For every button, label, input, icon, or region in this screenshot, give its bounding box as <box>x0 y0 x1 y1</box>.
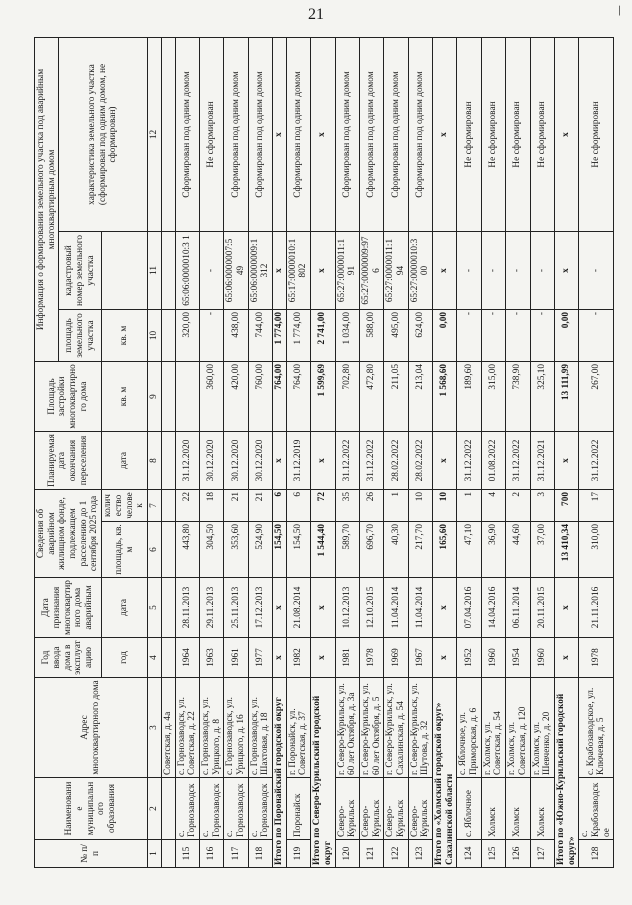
subtotal-name: Итого по «Южно-Курильский городской округ» <box>554 678 578 868</box>
cell-people: 1 <box>457 490 481 522</box>
cell-planned-date: 01.08.2022 <box>481 432 505 490</box>
cell-area: 40,30 <box>384 522 408 578</box>
sub-build-unit: кв. м <box>102 362 148 432</box>
cell-land-area: 438,00 <box>224 310 248 362</box>
table-row <box>175 38 199 868</box>
cell-land-area: - <box>457 310 481 362</box>
cell-people: 18 <box>199 490 223 522</box>
cell-recognition-date: 25.11.2013 <box>224 578 248 638</box>
cell-planned-date: 30.12.2020 <box>248 432 272 490</box>
col-num: 3 <box>147 678 161 778</box>
subtotal-name: Итого по Поронайский городской округ <box>273 678 287 868</box>
cell-area: 154,50 <box>286 522 310 578</box>
cell-land-area: 1 774,00 <box>273 310 287 362</box>
sub-plan-date: дата <box>102 432 148 490</box>
sub-area: площадь, кв. м <box>102 522 148 578</box>
col-num: 12 <box>147 38 161 232</box>
page-number: 21 <box>308 6 324 23</box>
cell-planned-date <box>161 432 175 490</box>
cell-character: x <box>273 38 287 232</box>
rotated-table-wrapper <box>34 38 612 868</box>
header-cadastre: кадастровый номер земельного участка <box>59 232 102 310</box>
table-row <box>481 38 505 868</box>
cell-area: 217,70 <box>408 522 432 578</box>
cell-people <box>161 490 175 522</box>
cell-area: 443,80 <box>175 522 199 578</box>
table-row <box>248 38 272 868</box>
cell-build-area <box>175 362 199 432</box>
cell-area <box>161 522 175 578</box>
cell-area: 310,00 <box>579 522 614 578</box>
cell-number <box>161 840 175 868</box>
cell-build-area: 738,90 <box>506 362 530 432</box>
cell-land-area: 2 741,00 <box>311 310 335 362</box>
cell-municipality: Холмск <box>530 778 554 840</box>
header-np: № п/п <box>35 840 148 868</box>
cell-number: 119 <box>286 840 310 868</box>
cell-area: 589,70 <box>335 522 359 578</box>
cell-municipality: Северо-Курильск <box>384 778 408 840</box>
cell-cadastre: 65:06:0000007:5 49 <box>224 232 248 310</box>
cell-build-area: 213,04 <box>408 362 432 432</box>
cell-build-area: 702,80 <box>335 362 359 432</box>
cell-cadastre: 65:27:0000009:97 6 <box>359 232 383 310</box>
cell-build-area: 189,60 <box>457 362 481 432</box>
cell-cadastre: - <box>481 232 505 310</box>
cell-cadastre: x <box>273 232 287 310</box>
cell-municipality: Северо-Курильск <box>359 778 383 840</box>
cell-planned-date: x <box>554 432 578 490</box>
subtotal-name: Итого по «Холмский городской округ» Сахалинской области <box>433 678 457 868</box>
cell-cadastre: x <box>554 232 578 310</box>
header-land-info: Информация о формировании земельного участка под аварийным многоквартирным домом <box>35 38 59 362</box>
cell-cadastre: 65:27:0000011:1 94 <box>384 232 408 310</box>
cell-cadastre: 65:06:0000010:3 1 <box>175 232 199 310</box>
cell-people: 21 <box>224 490 248 522</box>
cell-land-area: - <box>199 310 223 362</box>
table-row <box>359 38 383 868</box>
cell-area: 165,60 <box>433 522 457 578</box>
cell-planned-date: 31.12.2020 <box>175 432 199 490</box>
cell-planned-date: 31.12.2022 <box>506 432 530 490</box>
cell-year: 1952 <box>457 638 481 678</box>
cell-character: Не сформирован <box>199 38 223 232</box>
cell-number: 122 <box>384 840 408 868</box>
cell-cadastre: 65:27:0000011:1 91 <box>335 232 359 310</box>
col-num: 1 <box>147 840 161 868</box>
cell-people: 72 <box>311 490 335 522</box>
cell-cadastre: 65:27:0000010:3 00 <box>408 232 432 310</box>
cell-people: 17 <box>579 490 614 522</box>
sub-cad-empty <box>102 232 148 310</box>
cell-land-area: - <box>481 310 505 362</box>
cell-recognition-date: 21.08.2014 <box>286 578 310 638</box>
cell-year: 1977 <box>248 638 272 678</box>
cell-character: Сформирован под одним домом <box>248 38 272 232</box>
cell-address: г. Холмск, ул. Советская, д. 120 <box>506 678 530 778</box>
table-row <box>579 38 614 868</box>
cell-land-area: 0,00 <box>554 310 578 362</box>
cell-people: 1 <box>384 490 408 522</box>
cell-number: 124 <box>457 840 481 868</box>
cell-build-area: 211,05 <box>384 362 408 432</box>
cell-recognition-date: 11.04.2014 <box>384 578 408 638</box>
cell-year: 1960 <box>481 638 505 678</box>
cell-recognition-date: 12.10.2015 <box>359 578 383 638</box>
cell-year: x <box>554 638 578 678</box>
cell-recognition-date: x <box>273 578 287 638</box>
cell-people: 3 <box>530 490 554 522</box>
cell-cadastre: x <box>433 232 457 310</box>
cell-planned-date: 31.12.2022 <box>579 432 614 490</box>
pen-mark: / <box>615 3 625 20</box>
cell-area: 154,50 <box>273 522 287 578</box>
cell-recognition-date: 10.12.2013 <box>335 578 359 638</box>
cell-area: 696,70 <box>359 522 383 578</box>
cell-number: 128 <box>579 840 614 868</box>
header-fund-info: Сведения об аварийном жилищном фонде, подлежащем расселению до 1 сентября 2025 года <box>35 490 102 578</box>
cell-municipality: с. Горнозаводск <box>224 778 248 840</box>
cell-character: Не сформирован <box>579 38 614 232</box>
header-land-area: площадь земельного участка <box>59 310 102 362</box>
cell-character: x <box>311 38 335 232</box>
cell-area: 47,10 <box>457 522 481 578</box>
cell-people: 4 <box>481 490 505 522</box>
cell-year: 1978 <box>359 638 383 678</box>
cell-recognition-date: 29.11.2013 <box>199 578 223 638</box>
cell-number: 115 <box>175 840 199 868</box>
cell-people: 22 <box>175 490 199 522</box>
cell-build-area: 267,00 <box>579 362 614 432</box>
cell-cadastre: - <box>199 232 223 310</box>
cell-character: Сформирован под одним домом <box>335 38 359 232</box>
cell-area: 353,60 <box>224 522 248 578</box>
cell-cadastre: - <box>506 232 530 310</box>
cell-year <box>161 638 175 678</box>
cell-character: x <box>433 38 457 232</box>
cell-year: 1982 <box>286 638 310 678</box>
cell-land-area <box>161 310 175 362</box>
cell-people: 6 <box>273 490 287 522</box>
cell-land-area: 1 034,00 <box>335 310 359 362</box>
table-body <box>161 38 613 868</box>
cell-area: 524,90 <box>248 522 272 578</box>
sub-year: год <box>102 638 148 678</box>
cell-land-area: 1 774,00 <box>286 310 310 362</box>
cell-area: 13 410,34 <box>554 522 578 578</box>
cell-cadastre: 65:06:0000009:1 312 <box>248 232 272 310</box>
cell-address: с. Горнозаводск, ул. Шахтовая, д. 18 <box>248 678 272 778</box>
col-num: 5 <box>147 578 161 638</box>
col-num: 4 <box>147 638 161 678</box>
header-build-area: Площадь застройки многоквартирного дома <box>35 362 102 432</box>
cell-number: 126 <box>506 840 530 868</box>
sub-date: дата <box>102 578 148 638</box>
cell-year: 1964 <box>175 638 199 678</box>
cell-land-area: 320,00 <box>175 310 199 362</box>
cell-planned-date: 28.02.2022 <box>384 432 408 490</box>
cell-character: x <box>554 38 578 232</box>
cell-land-area: 624,00 <box>408 310 432 362</box>
header-year: Год ввода дома в эксплуатацию <box>35 638 102 678</box>
cell-character: Сформирован под одним домом <box>408 38 432 232</box>
cell-recognition-date: 06.11.2014 <box>506 578 530 638</box>
cell-planned-date: 30.12.2020 <box>199 432 223 490</box>
cell-planned-date: 28.02.2022 <box>408 432 432 490</box>
sub-people: количество человек <box>102 490 148 522</box>
table-row <box>408 38 432 868</box>
cell-character <box>161 38 175 232</box>
cell-municipality: с. Горнозаводск <box>248 778 272 840</box>
cell-municipality: Северо-Курильск <box>335 778 359 840</box>
cell-build-area: 472,80 <box>359 362 383 432</box>
cell-area: 37,00 <box>530 522 554 578</box>
subtotal-name: Итого по Северо-Курильский городской округ <box>311 678 335 868</box>
table-row <box>161 38 175 868</box>
cell-build-area: 315,00 <box>481 362 505 432</box>
cell-area: 304,50 <box>199 522 223 578</box>
col-num: 7 <box>147 490 161 522</box>
cell-planned-date: 31.12.2022 <box>335 432 359 490</box>
cell-planned-date: 31.12.2022 <box>359 432 383 490</box>
cell-recognition-date: 11.04.2014 <box>408 578 432 638</box>
table-row <box>457 38 481 868</box>
table-row <box>224 38 248 868</box>
cell-area: 44,60 <box>506 522 530 578</box>
cell-people: 26 <box>359 490 383 522</box>
cell-people: 700 <box>554 490 578 522</box>
cell-area: 36,90 <box>481 522 505 578</box>
cell-address: г. Северо-Курильск, ул. 60 лет Октября, д. 5 <box>359 678 383 778</box>
cell-year: x <box>433 638 457 678</box>
cell-planned-date: x <box>433 432 457 490</box>
cell-build-area: 764,00 <box>286 362 310 432</box>
cell-cadastre: x <box>311 232 335 310</box>
sub-land-unit: кв. м <box>102 310 148 362</box>
cell-character: Сформирован под одним домом <box>384 38 408 232</box>
cell-area: 1 544,40 <box>311 522 335 578</box>
col-num: 11 <box>147 232 161 310</box>
cell-character: Сформирован под одним домом <box>359 38 383 232</box>
table-row <box>506 38 530 868</box>
cell-people: 10 <box>433 490 457 522</box>
subtotal-row <box>311 38 335 868</box>
cell-recognition-date <box>161 578 175 638</box>
table-header <box>35 38 162 868</box>
cell-recognition-date: 07.04.2016 <box>457 578 481 638</box>
cell-municipality <box>161 778 175 840</box>
cell-number: 127 <box>530 840 554 868</box>
cell-number: 123 <box>408 840 432 868</box>
table-row <box>530 38 554 868</box>
cell-people: 6 <box>286 490 310 522</box>
cell-recognition-date: x <box>433 578 457 638</box>
cell-year: 1961 <box>224 638 248 678</box>
cell-character: Не сформирован <box>457 38 481 232</box>
cell-recognition-date: 28.11.2013 <box>175 578 199 638</box>
cell-address: с. Горнозаводск, ул. Советская, д. 22 <box>175 678 199 778</box>
cell-year: 1963 <box>199 638 223 678</box>
cell-character: Сформирован под одним домом <box>224 38 248 232</box>
cell-land-area: - <box>506 310 530 362</box>
cell-cadastre: - <box>530 232 554 310</box>
header-recognition-date: Дата признания многоквартирного дома аварийным <box>35 578 102 638</box>
cell-cadastre <box>161 232 175 310</box>
cell-build-area <box>161 362 175 432</box>
cell-address: г. Холмск, ул. Шевченко, д. 20 <box>530 678 554 778</box>
table-row <box>384 38 408 868</box>
cell-address: с. Яблочное, ул. Приморская, д. 6 <box>457 678 481 778</box>
cell-character: Сформирован под одним домом <box>175 38 199 232</box>
cell-year: 1981 <box>335 638 359 678</box>
header-planned-date: Планируемая дата окончания переселения <box>35 432 102 490</box>
cell-cadastre: 65:17:0000010:1 802 <box>286 232 310 310</box>
cell-municipality: с. Горнозаводск <box>199 778 223 840</box>
cell-land-area: - <box>579 310 614 362</box>
cell-number: 118 <box>248 840 272 868</box>
cell-year: 1967 <box>408 638 432 678</box>
cell-planned-date: 31.12.2021 <box>530 432 554 490</box>
cell-number: 120 <box>335 840 359 868</box>
cell-planned-date: x <box>273 432 287 490</box>
cell-build-area: 1 568,60 <box>433 362 457 432</box>
table-row <box>286 38 310 868</box>
cell-address: г. Холмск, ул. Советская, д. 54 <box>481 678 505 778</box>
cell-municipality: Холмск <box>481 778 505 840</box>
cell-cadastre: - <box>579 232 614 310</box>
col-num: 6 <box>147 522 161 578</box>
cell-year: x <box>273 638 287 678</box>
cell-recognition-date: 21.11.2016 <box>579 578 614 638</box>
subtotal-row <box>273 38 287 868</box>
cell-character: Не сформирован <box>530 38 554 232</box>
header-character: характеристика земельного участка (сформирован под одним домом, не сформирован) <box>59 38 148 232</box>
cell-municipality: Северо-Курильск <box>408 778 432 840</box>
cell-year: 1969 <box>384 638 408 678</box>
cell-recognition-date: 20.11.2015 <box>530 578 554 638</box>
cell-address: г. Северо-Курильск, ул. Сахалинская, д. 54 <box>384 678 408 778</box>
cell-address: г. Северо-Курильск, ул. Шутова, д. 32 <box>408 678 432 778</box>
cell-year: x <box>311 638 335 678</box>
cell-people: 2 <box>506 490 530 522</box>
cell-address: с. Горнозаводск, ул. Урицкого, д. 16 <box>224 678 248 778</box>
cell-recognition-date: x <box>311 578 335 638</box>
cell-year: 1960 <box>530 638 554 678</box>
subtotal-row <box>554 38 578 868</box>
cell-build-area: 420,00 <box>224 362 248 432</box>
cell-planned-date: 30.12.2020 <box>224 432 248 490</box>
cell-build-area: 325,10 <box>530 362 554 432</box>
emergency-housing-table <box>34 37 614 868</box>
cell-people: 21 <box>248 490 272 522</box>
cell-municipality: Холмск <box>506 778 530 840</box>
cell-build-area: 760,00 <box>248 362 272 432</box>
header-mo: Наименование муниципального образования <box>35 778 148 840</box>
col-num: 9 <box>147 362 161 432</box>
cell-build-area: 1 599,69 <box>311 362 335 432</box>
cell-character: Не сформирован <box>481 38 505 232</box>
cell-land-area: 588,00 <box>359 310 383 362</box>
col-num: 8 <box>147 432 161 490</box>
subtotal-row <box>433 38 457 868</box>
cell-build-area: 13 111,99 <box>554 362 578 432</box>
cell-year: 1954 <box>506 638 530 678</box>
cell-number: 121 <box>359 840 383 868</box>
cell-address: с. Горнозаводск, ул. Урицкого, д. 8 <box>199 678 223 778</box>
cell-character: Сформирован под одним домом <box>286 38 310 232</box>
cell-planned-date: x <box>311 432 335 490</box>
cell-land-area: 0,00 <box>433 310 457 362</box>
col-num: 2 <box>147 778 161 840</box>
col-num: 10 <box>147 310 161 362</box>
cell-year: 1978 <box>579 638 614 678</box>
cell-planned-date: 31.12.2019 <box>286 432 310 490</box>
cell-address: г. Северо-Курильск, ул. 60 лет Октября, д. 3а <box>335 678 359 778</box>
cell-address: Советская, д. 4а <box>161 678 175 778</box>
cell-people: 10 <box>408 490 432 522</box>
cell-build-area: 360,00 <box>199 362 223 432</box>
cell-planned-date: 31.12.2022 <box>457 432 481 490</box>
cell-address: г. Поронайск, ул. Советская, д. 37 <box>286 678 310 778</box>
cell-recognition-date: 14.04.2016 <box>481 578 505 638</box>
cell-land-area: 495,00 <box>384 310 408 362</box>
cell-municipality: с. Горнозаводск <box>175 778 199 840</box>
cell-municipality: с. Крабозаводское <box>579 778 614 840</box>
table-row <box>199 38 223 868</box>
cell-character: Не сформирован <box>506 38 530 232</box>
cell-land-area: 744,00 <box>248 310 272 362</box>
cell-municipality: Поронайск <box>286 778 310 840</box>
cell-recognition-date: x <box>554 578 578 638</box>
header-address: Адрес многоквартирного дома <box>35 678 148 778</box>
cell-recognition-date: 17.12.2013 <box>248 578 272 638</box>
cell-cadastre: - <box>457 232 481 310</box>
table-stage <box>34 38 612 868</box>
cell-number: 125 <box>481 840 505 868</box>
cell-number: 117 <box>224 840 248 868</box>
cell-build-area: 764,00 <box>273 362 287 432</box>
cell-land-area: - <box>530 310 554 362</box>
cell-people: 35 <box>335 490 359 522</box>
cell-municipality: с. Яблочное <box>457 778 481 840</box>
table-row <box>335 38 359 868</box>
cell-address: с. Крабозаводское, ул. Ключевая, д. 5 <box>579 678 614 778</box>
cell-number: 116 <box>199 840 223 868</box>
